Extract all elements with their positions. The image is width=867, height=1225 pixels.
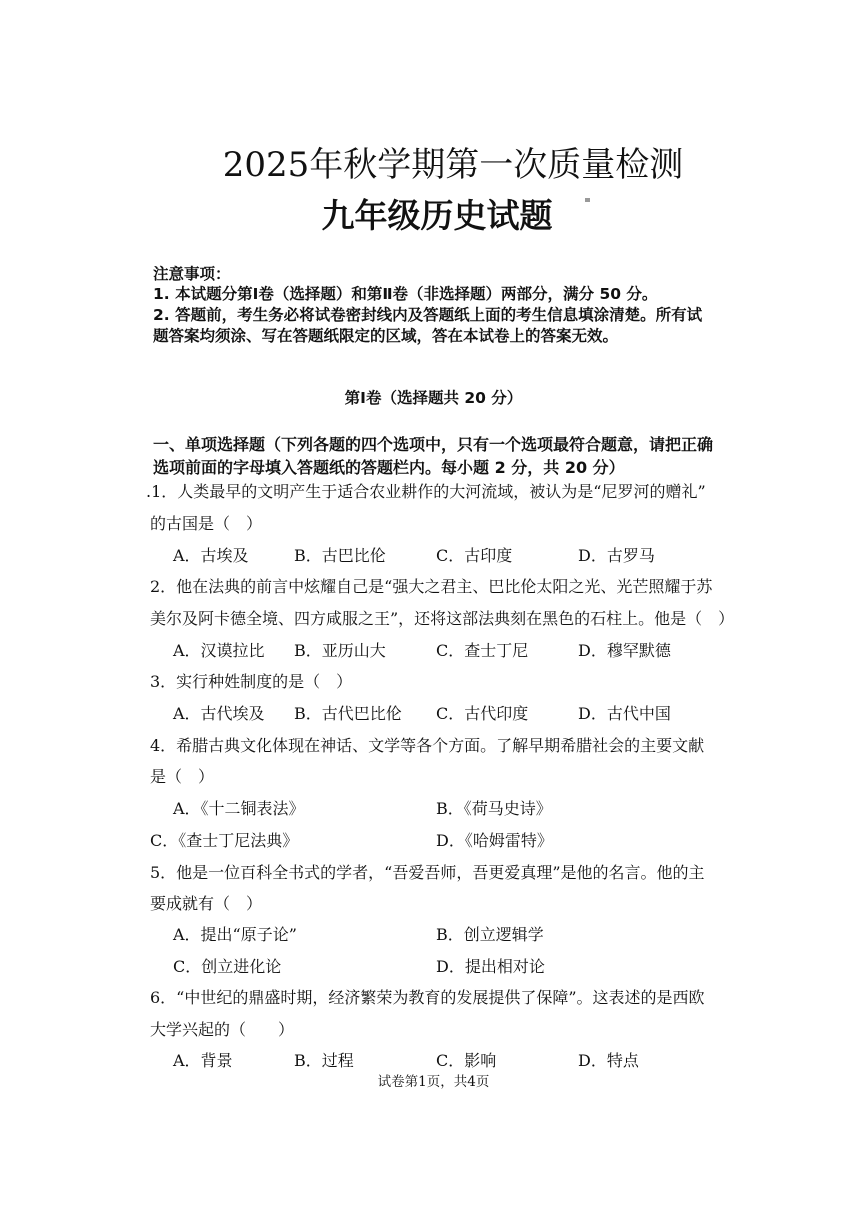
question-1-line-1: .1．人类最早的文明产生于适合农业耕作的大河流域，被认为是“尼罗河的赠礼”: [146, 482, 706, 501]
question-2-option-c: C．查士丁尼: [436, 641, 529, 660]
question-4-line-1: 4．希腊古典文化体现在神话、文学等各个方面。了解早期希腊社会的主要文献: [150, 736, 705, 755]
question-4-option-a: A．《十二铜表法》: [173, 799, 305, 818]
question-6-line-2: 大学兴起的（ ）: [150, 1020, 295, 1039]
question-2-line-2: 美尔及阿卡德全境、四方咸服之王”，还将这部法典刻在黑色的石柱上。他是（ ）: [150, 609, 735, 628]
question-3-option-b: B．古代巴比伦: [294, 704, 402, 723]
question-3-line-1: 3．实行种姓制度的是（ ）: [150, 672, 353, 691]
question-4-option-c: C．《查士丁尼法典》: [150, 831, 299, 850]
question-5-option-d: D．提出相对论: [436, 957, 545, 976]
question-3-option-a: A．古代埃及: [173, 704, 265, 723]
question-5-line-1: 5．他是一位百科全书式的学者，“吾爱吾师，吾更爱真理”是他的名言。他的主: [150, 863, 705, 882]
question-6-option-d: D．特点: [578, 1051, 639, 1070]
question-4-option-d: D．《哈姆雷特》: [436, 831, 553, 850]
page-footer: 试卷第1页，共4页: [377, 1074, 490, 1090]
scan-mark: [585, 198, 590, 202]
section-title: 第Ⅰ卷（选择题共 20 分）: [344, 389, 523, 407]
question-2-option-d: D．穆罕默德: [578, 641, 671, 660]
question-1-line-2: 的古国是（ ）: [150, 514, 263, 533]
question-5-line-2: 要成就有（ ）: [150, 894, 263, 913]
question-2-option-b: B．亚历山大: [294, 641, 386, 660]
question-2-option-a: A．汉谟拉比: [173, 641, 265, 660]
question-6-option-c: C．影响: [436, 1051, 497, 1070]
question-6-line-1: 6．“中世纪的鼎盛时期，经济繁荣为教育的发展提供了保障”。这表述的是西欧: [150, 988, 705, 1007]
question-1-option-b: B．古巴比伦: [294, 546, 386, 565]
question-1-option-c: C．古印度: [436, 546, 513, 565]
question-3-option-d: D．古代中国: [578, 704, 671, 723]
question-4-option-b: B．《荷马史诗》: [436, 799, 552, 818]
question-1-option-d: D．古罗马: [578, 546, 655, 565]
notice-heading: 注意事项：: [153, 265, 231, 283]
question-6-option-a: A．背景: [173, 1051, 233, 1070]
exam-title: 2025年秋学期第一次质量检测: [222, 145, 684, 185]
question-1-option-a: A．古埃及: [173, 546, 249, 565]
question-4-line-2: 是（ ）: [150, 767, 215, 786]
question-2-line-1: 2．他在法典的前言中炫耀自己是“强大之君主、巴比伦太阳之光、光芒照耀于苏: [150, 577, 713, 596]
notice-line-3: 题答案均须涂、写在答题纸限定的区域，答在本试卷上的答案无效。: [153, 327, 619, 345]
part-heading-line-2: 选项前面的字母填入答题纸的答题栏内。每小题 2 分，共 20 分）: [153, 458, 625, 477]
notice-line-1: 1. 本试题分第Ⅰ卷（选择题）和第Ⅱ卷（非选择题）两部分，满分 50 分。: [153, 285, 658, 303]
part-heading-line-1: 一、单项选择题（下列各题的四个选项中，只有一个选项最符合题意，请把正确: [153, 435, 714, 454]
question-5-option-a: A．提出“原子论”: [173, 925, 297, 944]
question-6-option-b: B．过程: [294, 1051, 354, 1070]
question-5-option-c: C．创立进化论: [173, 957, 282, 976]
exam-subtitle: 九年级历史试题: [321, 196, 553, 235]
question-3-option-c: C．古代印度: [436, 704, 529, 723]
question-5-option-b: B．创立逻辑学: [436, 925, 544, 944]
notice-line-2: 2. 答题前，考生务必将试卷密封线内及答题纸上面的考生信息填涂清楚。所有试: [153, 306, 703, 324]
